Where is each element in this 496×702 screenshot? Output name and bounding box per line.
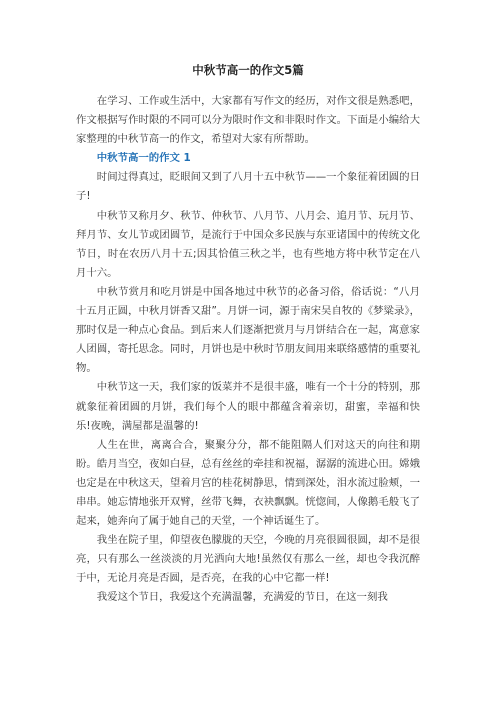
body-paragraph-7: 我爱这个节日，我爱这个充满温馨，充满爱的节日，在这一刻我 (96, 591, 388, 604)
body-paragraph-3: 中秋节赏月和吃月饼是中国各地过中秋节的必备习俗，俗话说：“八月十五月正圆，中秋月饼香又甜”。月饼一词，源于南宋吴自牧的《梦粱录》，那时仅是一种点心食品。到后来人们逐渐把赏月与月饼结合在一起，寓意家人团圆，寄托思念。同时，月饼也是中秋时节朋友间用来联络感情的重要礼物。 (76, 285, 420, 375)
body-paragraph-1: 时间过得真过，眨眼间又到了八月十五中秋节——一个象征着团圆的日子! (76, 171, 420, 203)
body-paragraph-5: 人生在世，离离合合，聚聚分分，都不能阻隔人们对这天的向往和期盼。皓月当空，夜如白昼，总有丝丝的牵挂和祝福，潺潺的流进心田。嫦娥也定是在中秋这天，望着月宫的桂花树静思，情到深处，泪水流过脸颊，一串串。她忘情地张开双臂，丝带飞舞，衣袂飘飘。恍惚间，人像鹅毛般飞了起来，她奔向了属于她自己的天堂，一个神话诞生了。 (76, 438, 420, 528)
body-paragraph-6: 我坐在院子里，仰望夜色朦胧的天空，今晚的月亮很圆很圆，却不是很亮，只有那么一丝淡淡的月光洒向大地!虽然仅有那么一丝，却也令我沉醉于中，无论月亮是否圆，是否亮，在我的心中它都一样! (76, 534, 420, 585)
document-title: 中秋节高一的作文5篇 (192, 63, 304, 77)
body-paragraph-4: 中秋节这一天，我们家的饭菜并不是很丰盛，唯有一个十分的特别，那就象征着团圆的月饼，我们每个人的眼中都蕴含着亲切，甜蜜，幸福和快乐!夜晚，满屋都是温馨的! (76, 381, 420, 432)
document-body (76, 92, 420, 608)
section-heading: 中秋节高一的作文 1 (96, 152, 191, 165)
intro-paragraph: 在学习、工作或生活中，大家都有写作文的经历，对作文很是熟悉吧，作文根据写作时限的不同可以分为限时作文和非限时作文。下面是小编给大家整理的中秋节高一的作文，希望对大家有所帮助。 (76, 95, 420, 146)
body-paragraph-2: 中秋节又称月夕、秋节、仲秋节、八月节、八月会、追月节、玩月节、拜月节、女儿节或团圆节，是流行于中国众多民族与东亚诸国中的传统文化节日，时在农历八月十五;因其恰值三秋之半，也有些地方将中秋节定在八月十六。 (76, 209, 420, 279)
